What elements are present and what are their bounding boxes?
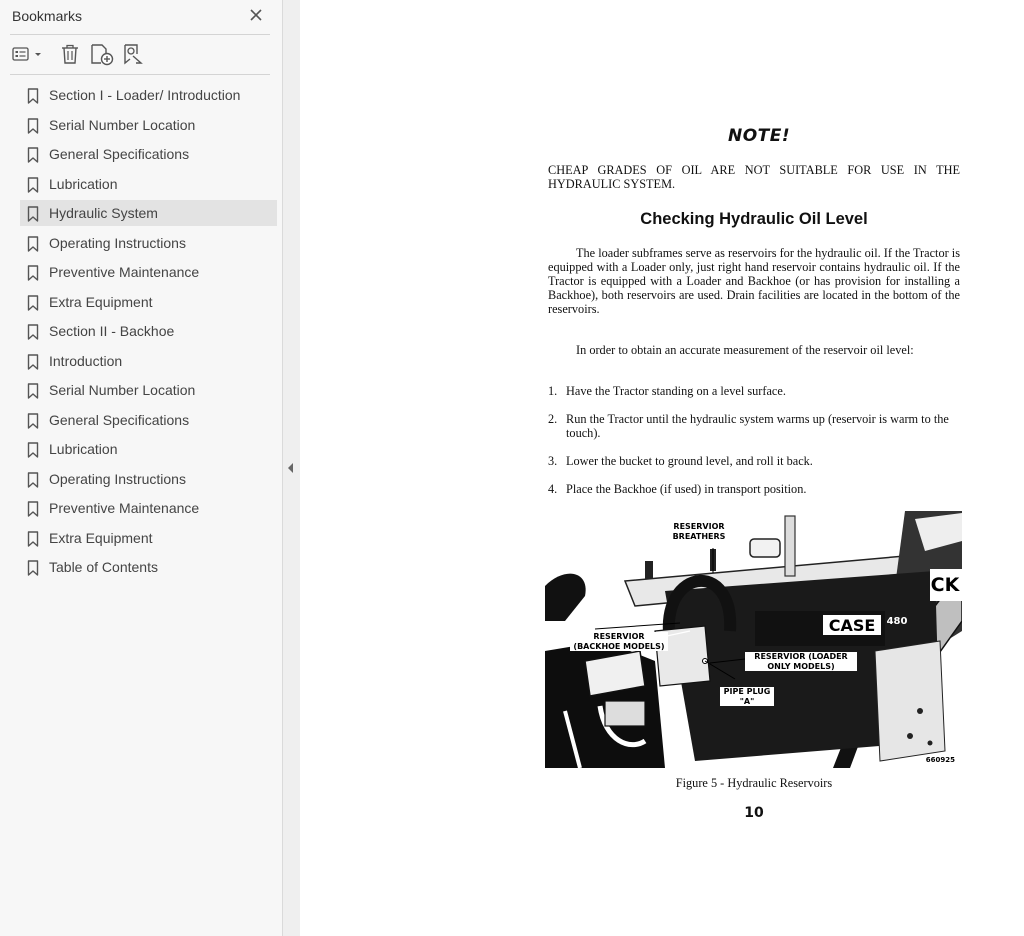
bookmark-icon: [27, 531, 39, 547]
bookmark-label: Lubrication: [49, 175, 118, 192]
bookmark-icon: [27, 472, 39, 488]
step-number: 2.: [548, 412, 558, 426]
bookmark-item[interactable]: [0, 171, 283, 201]
add-bookmark-icon[interactable]: [89, 42, 115, 66]
bookmark-icon: [27, 442, 39, 458]
loader-reservoir-label: RESERVIOR (LOADER ONLY MODELS): [745, 652, 857, 671]
bookmark-icon: [27, 354, 39, 370]
brand-label: CASE: [828, 616, 876, 635]
bookmark-icon: [27, 118, 39, 134]
model-label: 480: [886, 616, 908, 627]
bookmark-label: Introduction: [49, 352, 123, 369]
step-number: 3.: [548, 454, 558, 468]
panel-splitter[interactable]: [283, 0, 300, 936]
bookmark-label: Preventive Maintenance: [49, 264, 200, 280]
document-page: [300, 0, 1024, 936]
list-options-icon[interactable]: [10, 42, 44, 66]
page-number: 10: [744, 805, 764, 821]
bookmark-label: Operating Instructions: [49, 234, 186, 251]
bookmark-item[interactable]: [0, 525, 283, 555]
bookmark-label: Hydraulic System: [49, 205, 158, 221]
bookmark-icon: [27, 265, 39, 281]
step-item: [548, 384, 960, 398]
hydraulic-reservoirs-figure: [545, 511, 962, 768]
bookmark-item[interactable]: [0, 407, 283, 437]
note-text: CHEAP GRADES OF OIL ARE NOT SUITABLE FOR USE IN THE HYDRAULIC SYSTEM.: [548, 163, 960, 191]
collapse-arrow-icon[interactable]: [287, 461, 295, 473]
header-divider: [10, 34, 270, 35]
bookmark-item[interactable]: [0, 495, 283, 525]
procedure-steps: [548, 384, 960, 510]
bookmark-icon: [27, 413, 39, 429]
bookmarks-title: Bookmarks: [12, 8, 83, 24]
bookmark-list: [0, 82, 283, 584]
bookmark-icon: [27, 236, 39, 252]
bookmark-icon: [27, 501, 39, 517]
paragraph-measurement: In order to obtain an accurate measurement of the reservoir oil level:: [576, 343, 914, 357]
bookmark-label: Lubrication: [49, 441, 118, 457]
bookmark-item[interactable]: [0, 318, 283, 348]
photo-code: 660925: [925, 756, 955, 764]
step-text: Lower the bucket to ground level, and roll it back.: [566, 454, 813, 468]
note-title: NOTE!: [728, 126, 791, 146]
bookmark-icon: [27, 177, 39, 193]
bookmark-item[interactable]: [0, 141, 283, 171]
backhoe-reservoir-label: RESERVIOR (BACKHOE MODELS): [570, 632, 668, 651]
step-text: Place the Backhoe (if used) in transport position.: [566, 482, 807, 496]
step-number: 1.: [548, 384, 558, 398]
bookmark-icon: [27, 324, 39, 340]
bookmark-icon: [27, 560, 39, 576]
step-number: 4.: [548, 482, 558, 496]
step-item: [548, 412, 960, 440]
section-heading: Checking Hydraulic Oil Level: [640, 210, 868, 228]
bookmark-item[interactable]: [0, 200, 283, 230]
bookmark-label: Extra Equipment: [49, 293, 153, 310]
bookmark-item[interactable]: [0, 112, 283, 142]
paragraph-reservoirs: The loader subframes serve as reservoirs for the hydraulic oil. If the Tractor is equipped with a Loader only, just right hand reservoir contains hydraulic oil. If the Tractor is equipped with a Loader and Backhoe (or has provision for installing a Backhoe), both reservoirs are used. Drain facilities are located in the bottom of the reservoirs.: [548, 246, 960, 316]
close-icon[interactable]: [246, 5, 266, 25]
bookmark-item[interactable]: [0, 436, 283, 466]
bookmark-icon: [27, 295, 39, 311]
pipe-plug-label: PIPE PLUG "A": [720, 687, 774, 706]
bookmark-label: Serial Number Location: [49, 116, 196, 133]
bookmark-label: General Specifications: [49, 146, 190, 162]
bookmark-item[interactable]: [0, 230, 283, 260]
breathers-label: RESERVIOR BREATHERS: [667, 522, 731, 541]
step-text: Run the Tractor until the hydraulic system warms up (reservoir is warm to the touch).: [566, 412, 949, 440]
bookmark-item[interactable]: [0, 289, 283, 319]
toolbar-divider: [10, 74, 270, 75]
bookmark-label: Preventive Maintenance: [49, 500, 200, 516]
bookmark-label: Operating Instructions: [49, 470, 186, 487]
bookmark-label: Section II - Backhoe: [49, 323, 175, 339]
bookmark-icon: [27, 147, 39, 163]
bookmark-label: Extra Equipment: [49, 529, 153, 546]
step-item: [548, 454, 960, 468]
brand-partial-label: CK: [930, 574, 960, 596]
bookmark-item[interactable]: [0, 82, 283, 112]
step-item: [548, 482, 960, 496]
bookmarks-panel: [0, 0, 283, 936]
bookmarks-toolbar: [0, 38, 283, 72]
bookmark-label: Serial Number Location: [49, 382, 196, 398]
bookmark-icon: [27, 206, 39, 222]
find-bookmark-icon[interactable]: [121, 42, 147, 66]
bookmark-item[interactable]: [0, 554, 283, 584]
bookmark-item[interactable]: [0, 259, 283, 289]
bookmark-item[interactable]: [0, 466, 283, 496]
bookmark-label: General Specifications: [49, 411, 190, 428]
trash-icon[interactable]: [58, 42, 82, 66]
bookmark-icon: [27, 383, 39, 399]
bookmark-item[interactable]: [0, 377, 283, 407]
bookmarks-header: [0, 0, 283, 34]
bookmark-label: Section I - Loader/ Introduction: [49, 87, 241, 103]
bookmark-item[interactable]: [0, 348, 283, 378]
figure-caption: Figure 5 - Hydraulic Reservoirs: [675, 776, 833, 790]
bookmark-icon: [27, 88, 39, 104]
bookmark-label: Table of Contents: [49, 559, 158, 575]
step-text: Have the Tractor standing on a level surface.: [566, 384, 786, 398]
